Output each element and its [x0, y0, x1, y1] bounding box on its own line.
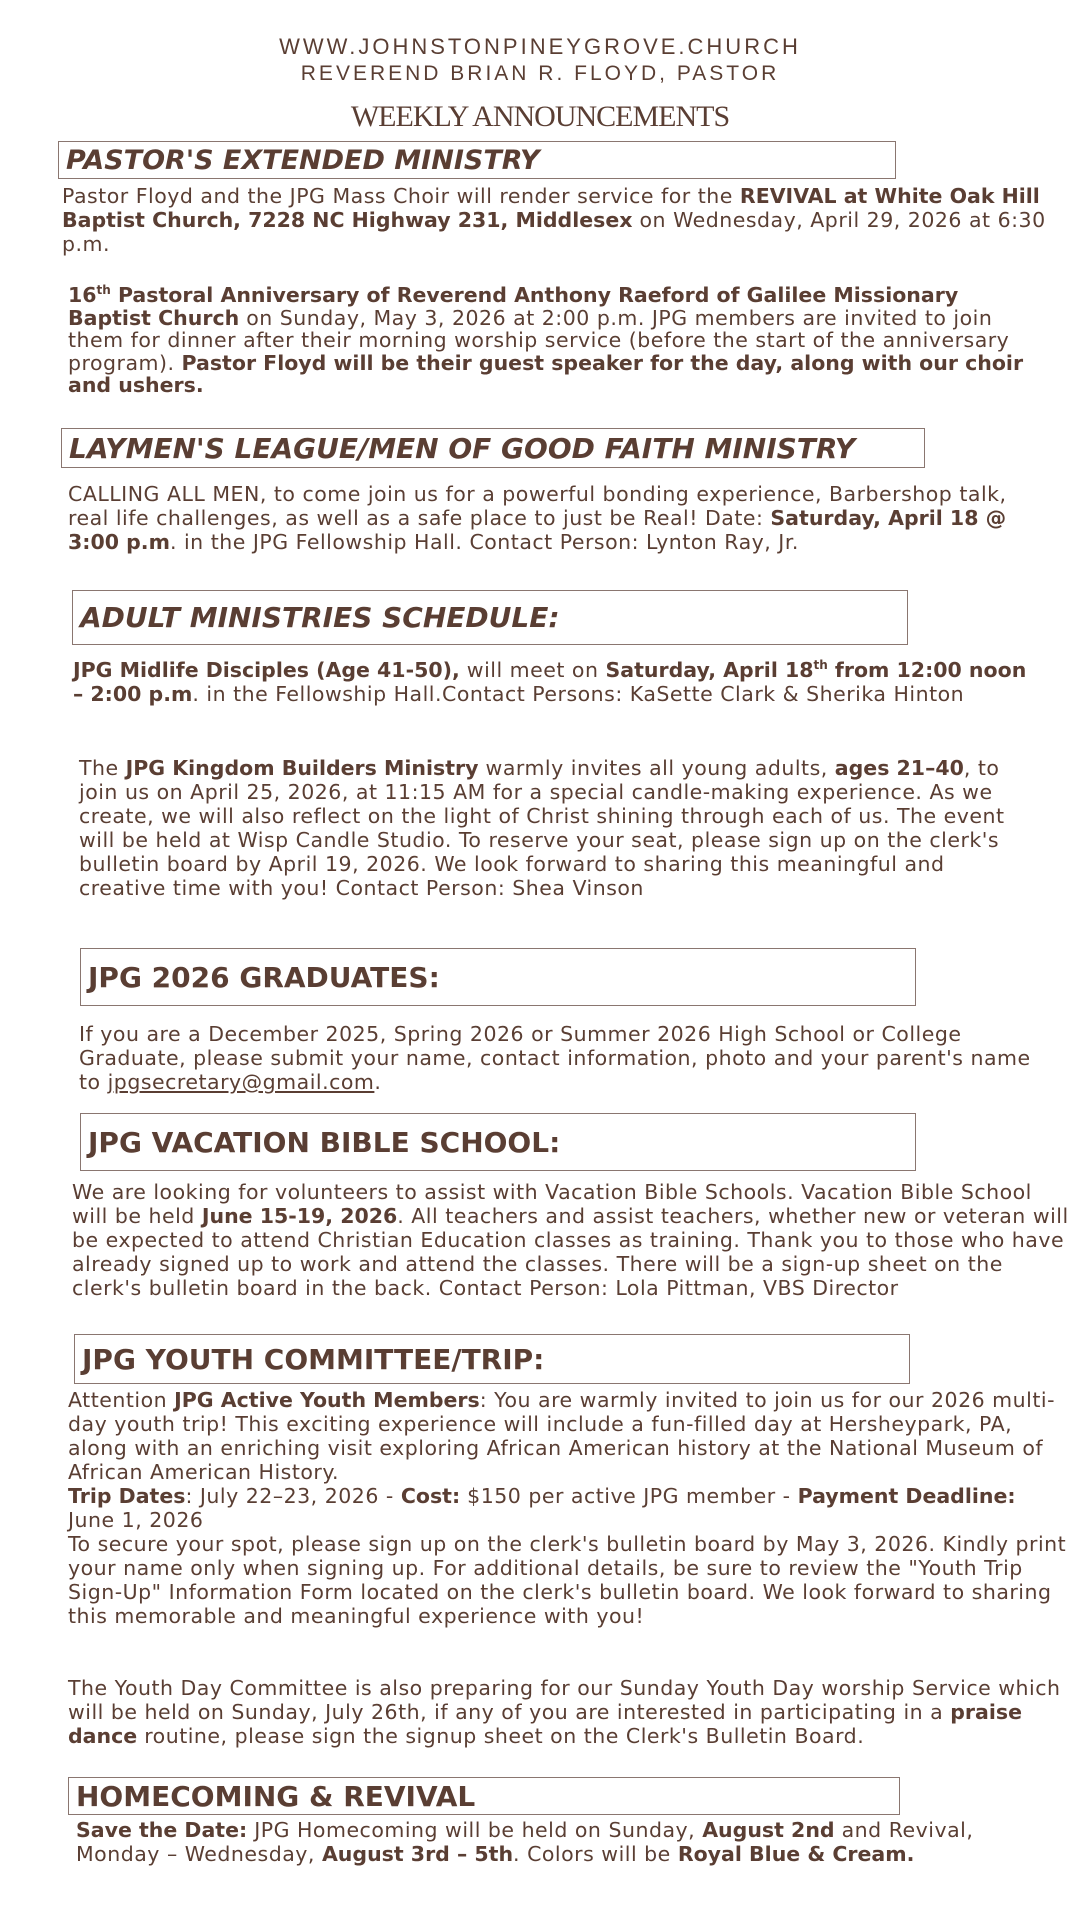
vbs-paragraph: [72, 1180, 1072, 1300]
anniversary-details: on Sunday, May 3, 2026 at 2:00 p.m. JPG members are invited to join them for dinner after their morning worship service (before the start of the anniversary program).: [68, 305, 1010, 375]
homecoming-paragraph: [76, 1818, 1056, 1866]
praise-dance-label: praise dance: [68, 1700, 1022, 1748]
youth-trip-details-paragraph: [68, 1484, 1058, 1532]
trip-dates-label: Trip Dates: [68, 1484, 186, 1508]
laymen-text-c: . in the JPG Fellowship Hall. Contact Person: Lynton Ray, Jr.: [169, 530, 799, 554]
page-title: WEEKLY ANNOUNCEMENTS: [350, 100, 730, 133]
revival-text-a: Pastor Floyd and the JPG Mass Choir will render service for the: [62, 184, 740, 208]
youth-text-a: Attention: [68, 1388, 175, 1412]
graduates-paragraph: [79, 1022, 1059, 1094]
laymen-date: Saturday, April 18 @ 3:00 p.m: [68, 506, 1007, 554]
laymen-league-heading: LAYMEN'S LEAGUE/MEN OF GOOD FAITH MINISTRY: [61, 428, 925, 468]
kingdom-text-e: , to join us on April 25, 2026, at 11:15 AM for a special candle-making experience. As we create, we will also reflect on the light of Christ shining through each of us. The event will be held at Wisp Candle Studio. To reserve your seat, please sign up on the clerk's bulletin board by April 19, 2026. We look forward to sharing this meaningful and creative time with you! Contact Person: Shea Vinson: [79, 756, 1005, 900]
youth-members-label: JPG Active Youth Members: [174, 1388, 480, 1412]
kingdom-ages: ages 21–40: [834, 756, 964, 780]
youth-signup-paragraph: To secure your spot, please sign up on the clerk's bulletin board by May 3, 2026. Kindly print your name only when signing up. For additional details, be sure to review the "Youth Trip Sign-Up" Information Form located on the clerk's bulletin board. We look forward to sharing this memorable and meaningful experience with you!: [68, 1532, 1067, 1628]
trip-cost-label: Cost:: [400, 1484, 461, 1508]
youth-day-paragraph: [68, 1676, 1068, 1748]
homecoming-text-f: . Colors will be: [513, 1842, 678, 1866]
vbs-text-a: We are looking for volunteers to assist with Vacation Bible Schools. Vacation Bible School will be held: [72, 1180, 1032, 1228]
kingdom-text-a: The: [79, 756, 126, 780]
homecoming-heading: HOMECOMING & REVIVAL: [68, 1777, 900, 1815]
midlife-date-suffix: th: [813, 658, 828, 673]
youth-day-text-c: routine, please sign the signup sheet on the Clerk's Bulletin Board.: [137, 1724, 865, 1748]
graduates-text-c: .: [374, 1070, 382, 1094]
adult-ministries-heading: ADULT MINISTRIES SCHEDULE:: [72, 590, 908, 645]
pastor-ministry-revival-paragraph: [62, 184, 1052, 256]
laymen-text-a: CALLING ALL MEN, to come join us for a powerful bonding experience, Barbershop talk, real life challenges, as well as a safe place to just be Real! Date:: [68, 482, 1007, 530]
midlife-text-b: will meet on: [459, 658, 606, 682]
kingdom-ministry-name: JPG Kingdom Builders Ministry: [125, 756, 479, 780]
graduates-text-a: If you are a December 2025, Spring 2026 or Summer 2026 High School or College Graduate, please submit your name, contact information, photo and your parent's name to: [79, 1022, 1031, 1094]
anniversary-speaker: Pastor Floyd will be their guest speaker for the day, along with our choir and ushers.: [68, 350, 1024, 397]
payment-deadline-value: June 1, 2026: [68, 1508, 204, 1532]
anniversary-title: Pastoral Anniversary of Reverend Anthony Raeford of Galilee Missionary Baptist Church: [68, 283, 959, 330]
vbs-dates: June 15-19, 2026: [201, 1204, 398, 1228]
revival-text-c: on Wednesday, April 29, 2026 at 6:30 p.m.: [62, 208, 1046, 256]
vbs-heading: JPG VACATION BIBLE SCHOOL:: [80, 1113, 916, 1171]
homecoming-colors: Royal Blue & Cream.: [677, 1842, 915, 1866]
youth-trip-invite-paragraph: [68, 1388, 1068, 1484]
youth-text-c: : You are warmly invited to join us for our 2026 multi-day youth trip! This exciting experience will include a fun-filled day at Hersheypark, PA, along with an enriching visit exploring African American history at the National Museum of African American History.: [68, 1388, 1055, 1484]
homecoming-date: August 2nd: [702, 1818, 835, 1842]
vbs-text-c: . All teachers and assist teachers, whether new or veteran will be expected to attend Christian Education classes as training. Thank you to those who have already signed up to work and attend the classes. There will be a sign-up sheet on the clerk's bulletin board in the back. Contact Person: Lola Pittman, VBS Director: [72, 1204, 1069, 1300]
revival-location: REVIVAL at White Oak Hill Baptist Church, 7228 NC Highway 231, Middlesex: [62, 184, 1040, 232]
secretary-email-link[interactable]: jpgsecretary@gmail.com: [107, 1070, 375, 1094]
laymen-league-paragraph: [68, 482, 1048, 554]
midlife-time: from 12:00 noon – 2:00 p.m: [73, 658, 1027, 706]
pastor-ministry-heading: PASTOR'S EXTENDED MINISTRY: [58, 141, 896, 179]
pastoral-anniversary-paragraph: [68, 284, 1028, 397]
anniversary-number: 16: [68, 283, 97, 307]
midlife-disciples-paragraph: [73, 658, 1043, 706]
church-website-url: WWW.JOHNSTONPINEYGROVE.CHURCH: [279, 34, 801, 59]
graduates-heading: JPG 2026 GRADUATES:: [80, 948, 916, 1006]
youth-committee-heading: JPG YOUTH COMMITTEE/TRIP:: [74, 1334, 910, 1384]
trip-cost-value: $150 per active JPG member -: [460, 1484, 798, 1508]
payment-deadline-label: Payment Deadline:: [797, 1484, 1016, 1508]
midlife-text-e: . in the Fellowship Hall.Contact Persons: KaSette Clark & Sherika Hinton: [192, 682, 965, 706]
midlife-group-name: JPG Midlife Disciples (Age 41-50),: [73, 658, 460, 682]
anniversary-suffix: th: [96, 283, 111, 298]
pastor-name: REVEREND BRIAN R. FLOYD, PASTOR: [300, 62, 780, 85]
save-the-date-label: Save the Date:: [76, 1818, 248, 1842]
revival-dates: August 3rd – 5th: [321, 1842, 514, 1866]
homecoming-text-b: JPG Homecoming will be held on Sunday,: [247, 1818, 703, 1842]
trip-dates-value: : July 22–23, 2026 -: [185, 1484, 401, 1508]
homecoming-text-d: and Revival, Monday – Wednesday,: [76, 1818, 974, 1866]
kingdom-builders-paragraph: [79, 756, 1029, 900]
midlife-date: Saturday, April 18: [605, 658, 814, 682]
youth-day-text-a: The Youth Day Committee is also preparing for our Sunday Youth Day worship Service which will be held on Sunday, July 26th, if any of you are interested in participating in a: [68, 1676, 1061, 1724]
kingdom-text-c: warmly invites all young adults,: [478, 756, 835, 780]
